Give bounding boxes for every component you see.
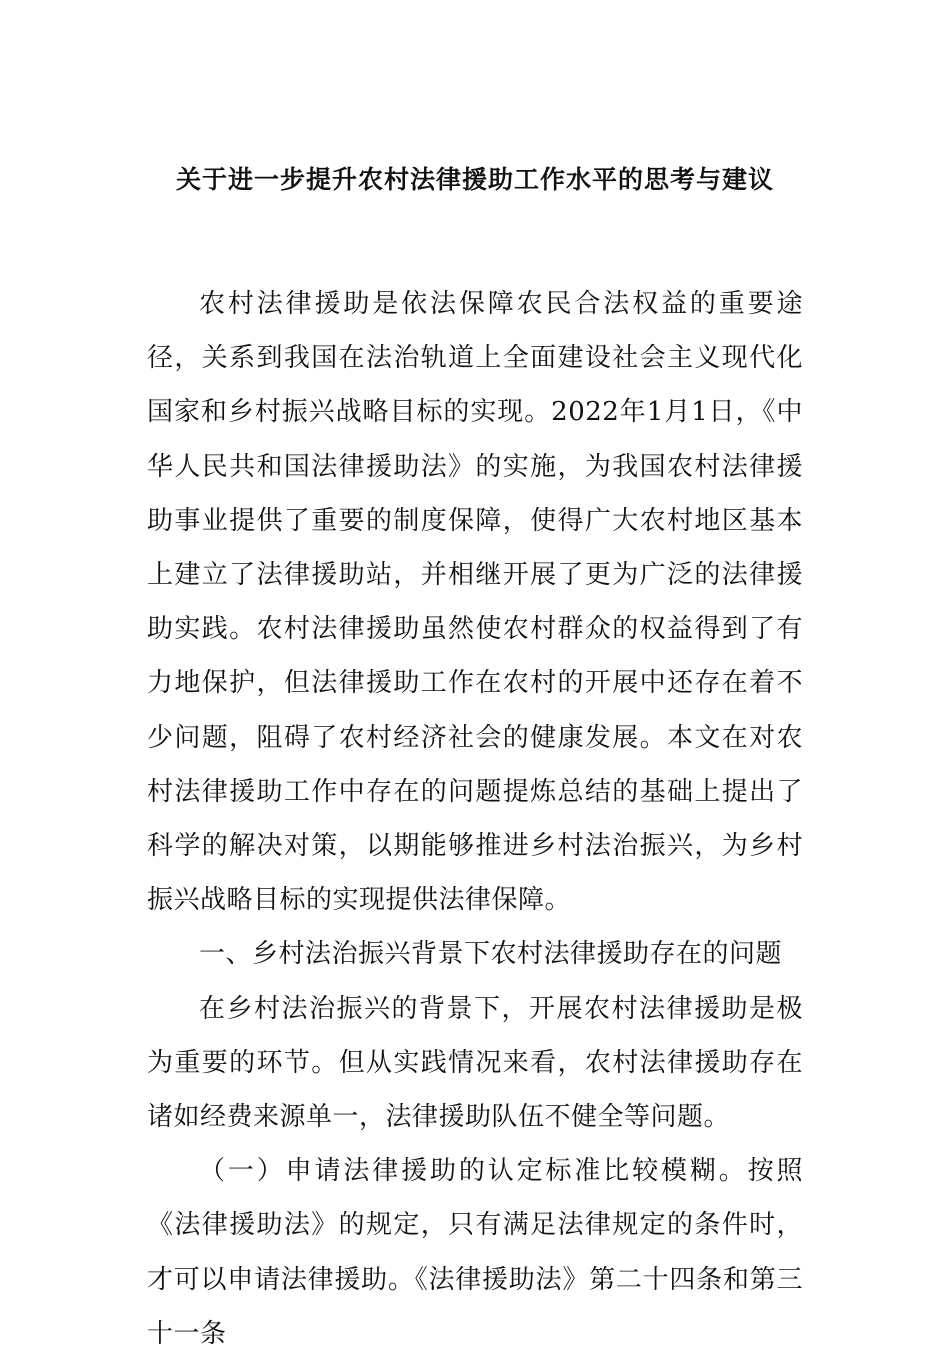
document-body [147, 277, 803, 1361]
section-heading: 一、乡村法治振兴背景下农村法律援助存在的问题 [199, 939, 783, 970]
intro-paragraph: 农村法律援助是依法保障农民合法权益的重要途径，关系到我国在法治轨道上全面建设社会主义现代化国家和乡村振兴战略目标的实现。2022年1月1日，《中华人民共和国法律援助法》的实施，为我国农村法律援助事业提供了重要的制度保障，使得广大农村地区基本上建立了法律援助站，并相继开展了更为广泛的法律援助实践。农村法律援助虽然使农村群众的权益得到了有力地保护，但法律援助工作在农村的开展中还存在着不少问题，阻碍了农村经济社会的健康发展。本文在对农村法律援助工作中存在的问题提炼总结的基础上提出了科学的解决对策，以期能够推进乡村法治振兴，为乡村振兴战略目标的实现提供法律保障。 [147, 289, 803, 916]
section-paragraph: 在乡村法治振兴的背景下，开展农村法律援助是极为重要的环节。但从实践情况来看，农村法律援助存在诸如经费来源单一，法律援助队伍不健全等问题。 [147, 993, 803, 1133]
document-title: 关于进一步提升农村法律援助工作水平的思考与建议 [175, 165, 774, 194]
subsection-paragraph: （一）申请法律援助的认定标准比较模糊。按照《法律援助法》的规定，只有满足法律规定的条件时，才可以申请法律援助。《法律援助法》第二十四条和第三十一条 [147, 1156, 803, 1349]
